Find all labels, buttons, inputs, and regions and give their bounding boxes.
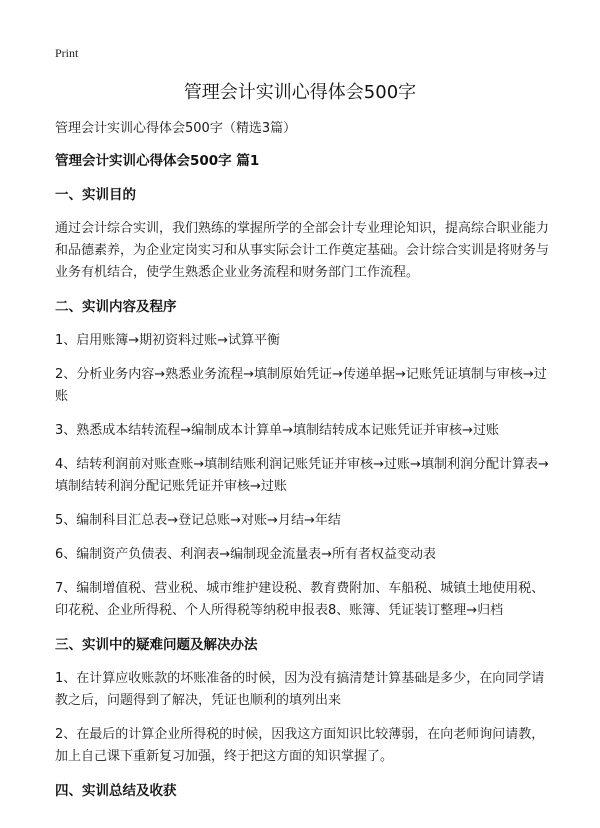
document-body [55, 118, 555, 814]
problem-item: 1、在计算应收账款的坏账准备的时候，因为没有搞清楚计算基础是多少，在向同学请教之后，问题得到了解决，凭证也顺利的填列出来 [55, 671, 545, 708]
subtitle: 管理会计实训心得体会500字（精选3篇） [55, 121, 297, 136]
step-item: 1、启用账簿→期初资料过账→试算平衡 [55, 333, 281, 348]
paragraph-purpose: 通过会计综合实训，我们熟练的掌握所学的全部会计专业理论知识，提高综合职业能力和品德素养，为企业定岗实习和从事实际会计工作奠定基础。会计综合实训是将财务与业务有机结合，使学生熟悉企业业务流程和财务部门工作流程。 [55, 221, 550, 280]
step-item: 6、编制资产负债表、利润表→编制现金流量表→所有者权益变动表 [55, 547, 437, 562]
print-link[interactable]: Print [55, 46, 79, 60]
step-item: 7、编制增值税、营业税、城市维护建设税、教育费附加、车船税、城镇土地使用税、印花税、企业所得税、个人所得税等纳税申报表8、账簿、凭证装订整理→归档 [55, 581, 545, 618]
page-title: 管理会计实训心得体会500字 [183, 82, 417, 103]
step-item: 2、分析业务内容→熟悉业务流程→填制原始凭证→传递单据→记账凭证填制与审核→过账 [55, 367, 547, 404]
heading-summary: 四、实训总结及收获 [55, 783, 177, 799]
step-item: 5、编制科目汇总表→登记总账→对账→月结→年结 [55, 513, 341, 528]
heading-content: 二、实训内容及程序 [55, 299, 177, 315]
section-title: 管理会计实训心得体会500字 篇1 [55, 153, 260, 169]
heading-problems: 三、实训中的疑难问题及解决办法 [55, 637, 258, 653]
heading-purpose: 一、实训目的 [55, 187, 136, 203]
step-item: 3、熟悉成本结转流程→编制成本计算单→填制结转成本记账凭证并审核→过账 [55, 423, 499, 438]
step-item: 4、结转利润前对账查账→填制结账利润记账凭证并审核→过账→填制利润分配计算表→填制结转利润分配记账凭证并审核→过账 [55, 457, 549, 494]
problem-item: 2、在最后的计算企业所得税的时候，因我这方面知识比较薄弱，在向老师询问请教，加上自己课下重新复习加强，终于把这方面的知识掌握了。 [55, 727, 545, 764]
